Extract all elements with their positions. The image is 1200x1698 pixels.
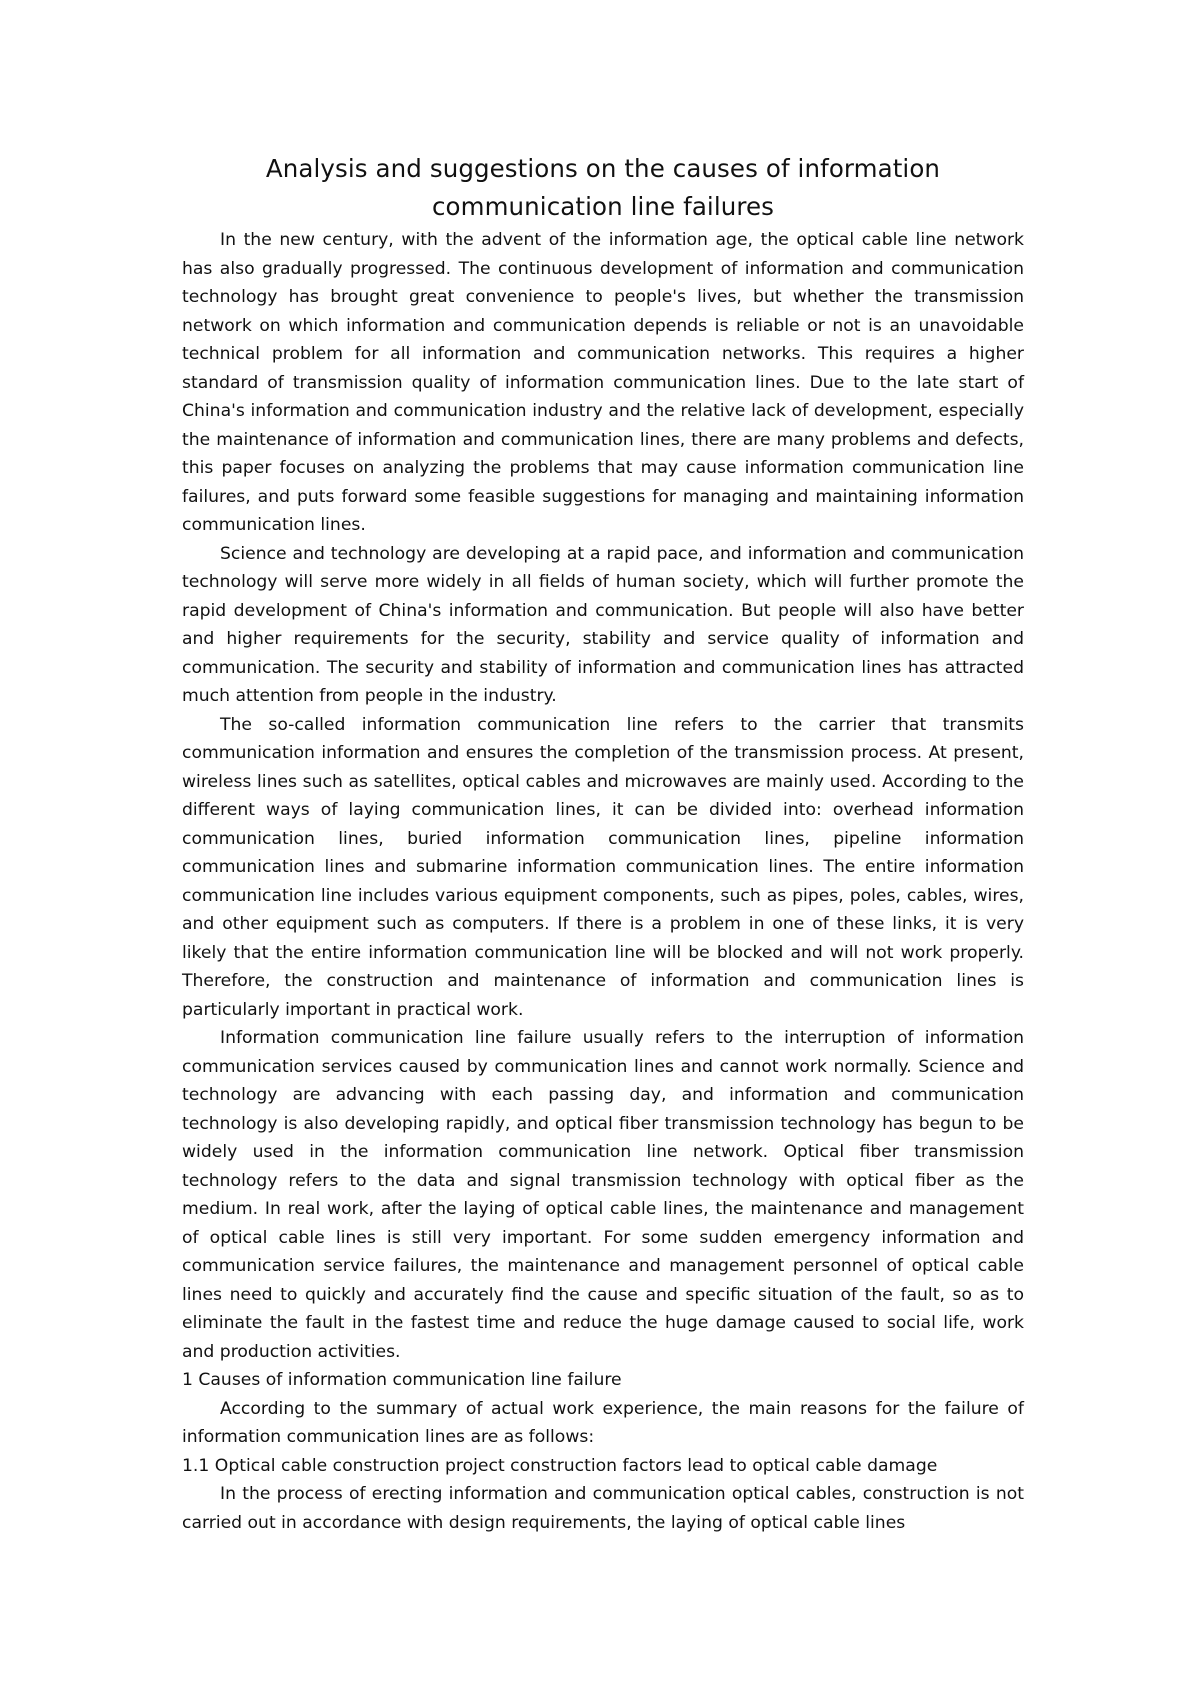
body-paragraph-2: Science and technology are developing at a rapid pace, and information and communication technology will serve more widely in all fields of human society, which will further promote the rapid development of China's information and communication. But people will also have better and higher requirements for the security, stability and service quality of information and communication. The security and stability of information and communication lines has attracted much attention from people in the industry.: [182, 543, 1024, 706]
body-paragraph-4: Information communication line failure usually refers to the interruption of information communication services caused by communication lines and cannot work normally. Science and technology are advancing with each passing day, and information and communication technology is also developing rapidly, and optical fiber transmission technology has begun to be widely used in the information communication line network. Optical fiber transmission technology refers to the data and signal transmission technology with optical fiber as the medium. In real work, after the laying of optical cable lines, the maintenance and management of optical cable lines is still very important. For some sudden emergency information and communication service failures, the maintenance and management personnel of optical cable lines need to quickly and accurately find the cause and specific situation of the fault, so as to eliminate the fault in the fastest time and reduce the huge damage caused to social life, work and production activities.: [182, 1028, 1024, 1362]
subsection-1-1-heading: 1.1 Optical cable construction project construction factors lead to optical cable damage: [182, 1455, 938, 1476]
document-page: [182, 150, 1024, 1537]
section-1-heading: 1 Causes of information communication line failure: [182, 1370, 622, 1390]
document-body: [182, 226, 1024, 1537]
document-title: [182, 150, 1024, 226]
body-paragraph-3: The so-called information communication line refers to the carrier that transmits communication information and ensures the completion of the transmission process. At present, wireless lines such as satellites, optical cables and microwaves are mainly used. According to the different ways of laying communication lines, it can be divided into: overhead information communication lines, buried information communication lines, pipeline information communication lines and submarine information communication lines. The entire information communication line includes various equipment components, such as pipes, poles, cables, wires, and other equipment such as computers. If there is a problem in one of these links, it is very likely that the entire information communication line will be blocked and will not work properly. Therefore, the construction and maintenance of information and communication lines is particularly important in practical work.: [182, 714, 1024, 1020]
section-1-intro: According to the summary of actual work experience, the main reasons for the failure of information communication lines are as follows:: [182, 1398, 1024, 1447]
title-line-1: Analysis and suggestions on the causes of information: [265, 154, 941, 183]
title-line-2: communication line failures: [431, 192, 775, 221]
body-paragraph-1: In the new century, with the advent of the information age, the optical cable line network has also gradually progressed. The continuous development of information and communication technology has brought great convenience to people's lives, but whether the transmission network on which information and communication depends is reliable or not is an unavoidable technical problem for all information and communication networks. This requires a higher standard of transmission quality of information communication lines. Due to the late start of China's information and communication industry and the relative lack of development, especially the maintenance of information and communication lines, there are many problems and defects, this paper focuses on analyzing the problems that may cause information communication line failures, and puts forward some feasible suggestions for managing and maintaining information communication lines.: [182, 230, 1024, 535]
subsection-1-1-text: In the process of erecting information and communication optical cables, construction is not carried out in accordance with design requirements, the laying of optical cable lines: [182, 1484, 1024, 1533]
